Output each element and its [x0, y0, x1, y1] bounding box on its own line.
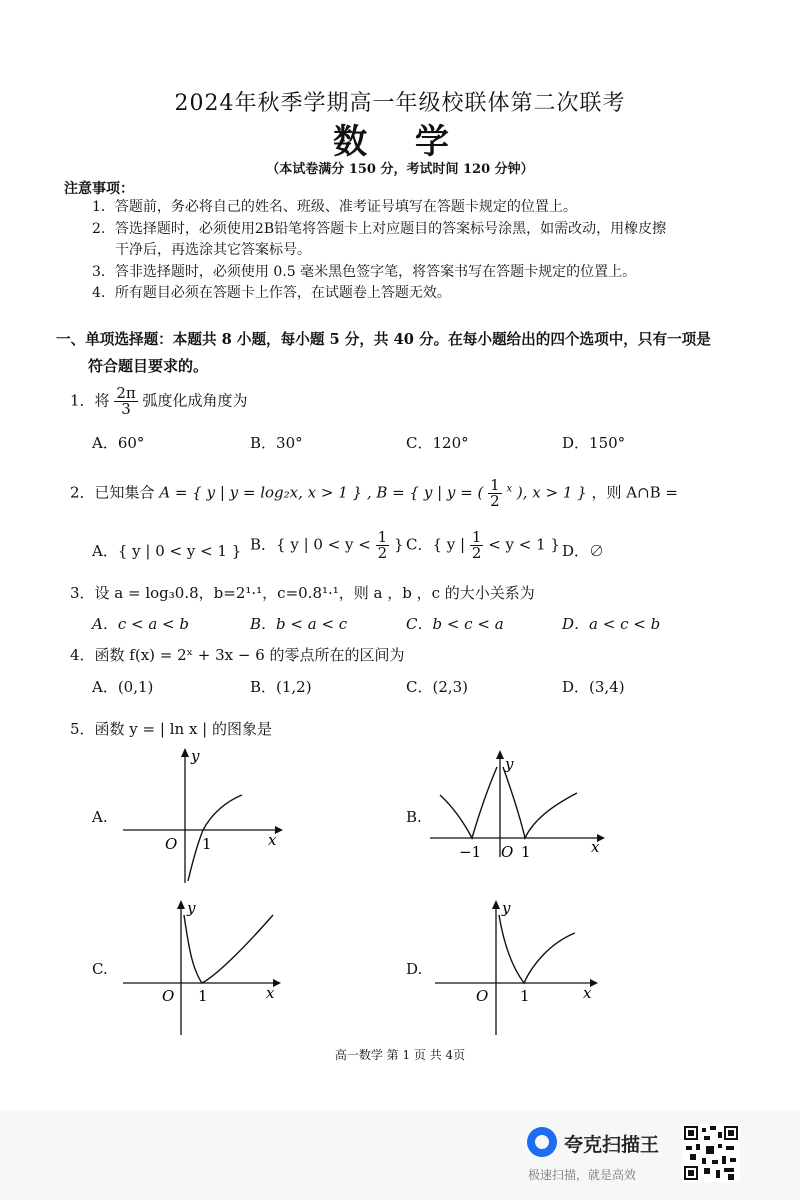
notice-heading: 注意事项： — [64, 181, 134, 197]
q2-option-b-post: } — [393, 535, 404, 554]
graph-a-y-label: y — [191, 747, 200, 765]
q2-tail: ，则 A∩B = — [591, 483, 678, 502]
q2-number: 2．已知集合 — [70, 483, 155, 502]
question-1 — [70, 386, 248, 417]
graph-a-x-label: x — [268, 831, 277, 849]
q1-option-c: C．120° — [406, 434, 469, 452]
q2-option-c-frac-num: 1 — [471, 528, 482, 546]
q1-frac-num: 2π — [116, 384, 136, 402]
graph-c-curve — [184, 915, 273, 983]
graph-d-x-label: x — [583, 984, 592, 1002]
q4-option-c: C．(2,3) — [406, 678, 469, 696]
section-heading — [56, 326, 754, 380]
graph-a — [115, 745, 285, 885]
section-heading-line2: 符合题目要求的。 — [88, 357, 209, 375]
graph-a-y-arrow — [181, 748, 189, 757]
notice-item-4: 4．所有题目必须在答题卡上作答，在试题卷上答题无效。 — [92, 285, 451, 301]
graph-d-curve — [499, 915, 575, 983]
section-heading-line1: 一、单项选择题：本题共 8 小题，每小题 5 分，共 40 分。在每小题给出的四个选项中，只有一项是 — [56, 331, 711, 348]
q3-option-a: A．c < a < b — [92, 615, 189, 633]
graph-a-one: 1 — [202, 835, 212, 853]
graph-a-curve — [188, 795, 242, 881]
scanner-slogan: 极速扫描，就是高效 — [528, 1168, 637, 1182]
exam-meta: （本试卷满分 150 分，考试时间 120 分钟） — [266, 162, 534, 177]
graph-d-origin: O — [476, 987, 489, 1005]
question-5: 5．函数 y = | ln x | 的图象是 — [70, 720, 272, 738]
q1-option-b: B．30° — [250, 434, 303, 452]
notice-item-2: 2．答选择题时，必须使用2B铅笔将答题卡上对应题目的答案标号涂黑，如需改动，用橡皮擦 — [92, 221, 667, 237]
q1-option-a: A．60° — [92, 434, 145, 452]
q2-set-b-prefix: , B = { y | y = ( — [366, 483, 484, 502]
q3-option-c: C．b < c < a — [406, 615, 504, 633]
question-3: 3．设 a = log₃0.8，b=2¹·¹，c=0.8¹·¹，则 a ，b ，c 的大小关系为 — [70, 584, 535, 602]
graph-b — [425, 745, 610, 865]
graph-c-y-label: y — [187, 899, 196, 917]
graph-c-one: 1 — [198, 987, 208, 1005]
graph-c — [115, 895, 285, 1040]
q2-option-b-frac — [376, 530, 390, 561]
q2-option-a: A．{ y | 0 < y < 1 } — [92, 542, 242, 560]
graph-b-label: B. — [406, 808, 422, 826]
graph-c-x-label: x — [266, 984, 275, 1002]
notice-item-2-cont: 干净后，再选涂其它答案标号。 — [115, 242, 311, 258]
q2-exponent: x — [506, 483, 513, 495]
graph-d-y-label: y — [502, 899, 511, 917]
q2-set-a: A = { y | y = log₂x, x > 1 } — [159, 483, 363, 502]
q2-option-c-post: < y < 1 } — [488, 535, 560, 554]
exam-title: 2024年秋季学期高一年级校联体第二次联考 — [174, 91, 626, 116]
qr-code-icon — [682, 1124, 740, 1182]
notice-item-3: 3．答非选择题时，必须使用 0.5 毫米黑色签字笔，将答案书写在答题卡规定的位置上。 — [92, 264, 637, 280]
q2-set-b-suffix: ), x > 1 } — [516, 483, 587, 502]
scanner-app-name: 夸克扫描王 — [564, 1134, 660, 1156]
q2-option-b-frac-den: 2 — [377, 544, 388, 562]
graph-c-label: C. — [92, 960, 108, 978]
graph-d-y-arrow — [492, 900, 500, 909]
q2-option-d: D．∅ — [562, 542, 605, 560]
q4-option-d: D．(3,4) — [562, 678, 625, 696]
notice-item-1: 1．答题前，务必将自己的姓名、班级、准考证号填写在答题卡规定的位置上。 — [92, 199, 577, 215]
q4-option-b: B．(1,2) — [250, 678, 312, 696]
subject-title: 数 学 — [333, 122, 467, 162]
graph-a-origin: O — [165, 835, 178, 853]
graph-c-y-arrow — [177, 900, 185, 909]
question-2 — [70, 478, 678, 509]
graph-b-one: 1 — [521, 843, 531, 861]
page-footer: 高一数学 第 1 页 共 4页 — [334, 1048, 466, 1062]
q2-option-b-pre: B．{ y | 0 < y < — [250, 535, 371, 554]
q2-option-c-frac — [470, 530, 484, 561]
graph-d-label: D. — [406, 960, 423, 978]
q3-option-b: B．b < a < c — [250, 615, 348, 633]
graph-b-y-arrow — [496, 750, 504, 759]
q2-half — [488, 478, 502, 509]
q2-half-num: 1 — [490, 476, 500, 494]
q1-number: 1．将 — [70, 391, 110, 410]
quark-logo-icon — [527, 1127, 557, 1157]
graph-d — [430, 895, 605, 1040]
q1-fraction — [114, 386, 137, 417]
q2-option-c-pre: C．{ y | — [406, 535, 466, 554]
q1-option-d: D．150° — [562, 434, 626, 452]
graph-b-left-curve — [440, 767, 497, 838]
q2-option-c — [406, 530, 560, 561]
q2-option-b-frac-num: 1 — [377, 528, 388, 546]
scanner-watermark-bar — [0, 1110, 800, 1200]
graph-b-right-curve — [503, 767, 577, 838]
q1-frac-den: 3 — [121, 400, 131, 418]
q2-option-b — [250, 530, 404, 561]
q2-option-c-frac-den: 2 — [471, 544, 482, 562]
q4-option-a: A．(0,1) — [92, 678, 154, 696]
graph-c-origin: O — [162, 987, 175, 1005]
graph-b-neg-one: −1 — [459, 843, 482, 861]
question-4: 4．函数 f(x) = 2ˣ + 3x − 6 的零点所在的区间为 — [70, 646, 405, 664]
graph-b-origin: O — [501, 843, 514, 861]
q1-text: 弧度化成角度为 — [142, 391, 248, 410]
graph-a-label: A. — [92, 808, 108, 826]
q3-option-d: D．a < c < b — [562, 615, 661, 633]
graph-b-y-label: y — [505, 755, 514, 773]
graph-b-x-label: x — [591, 838, 600, 856]
graph-d-one: 1 — [520, 987, 530, 1005]
q2-half-den: 2 — [490, 492, 500, 510]
